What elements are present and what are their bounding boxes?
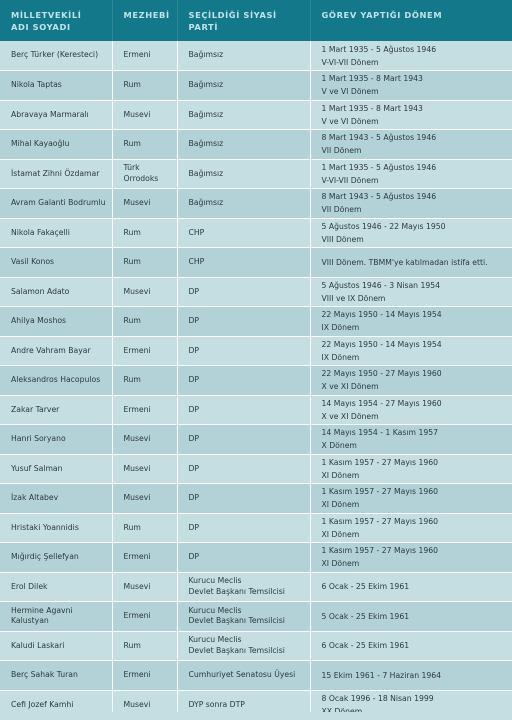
cell-term xyxy=(310,248,512,278)
header-name-line2: ADI SOYADI xyxy=(11,22,71,32)
cell-name: Nikola Taptas xyxy=(0,71,112,101)
table-row xyxy=(0,543,512,573)
term-line: V ve VI Dönem xyxy=(321,87,379,97)
cell-term xyxy=(310,454,512,484)
cell-term xyxy=(310,100,512,130)
party-line: DP xyxy=(188,345,200,355)
term-line: 5 Ağustos 1946 - 22 Mayıs 1950 xyxy=(321,221,446,231)
cell-party xyxy=(177,631,310,661)
cell-term xyxy=(310,543,512,573)
cell-sect: Ermeni xyxy=(112,543,177,573)
term-line: 6 Ocak - 25 Ekim 1961 xyxy=(321,641,410,651)
header-name-line1: MİLLETVEKİLİ xyxy=(11,10,82,20)
cell-name: İstamat Zihni Özdamar xyxy=(0,159,112,189)
party-line: Kurucu Meclis xyxy=(188,576,242,586)
party-line: CHP xyxy=(188,227,205,237)
term-line: 6 Ocak - 25 Ekim 1961 xyxy=(321,582,410,592)
term-line: X ve XI Dönem xyxy=(321,411,379,421)
cell-party xyxy=(177,336,310,366)
cell-party xyxy=(177,100,310,130)
cell-sect: Musevi xyxy=(112,454,177,484)
cell-sect: Ermeni xyxy=(112,336,177,366)
cell-name: Avram Galanti Bodrumlu xyxy=(0,189,112,219)
term-line: VIII Dönem. TBMM'ye katılmadan istifa etti. xyxy=(321,257,488,267)
bottom-strip xyxy=(0,712,512,720)
cell-term xyxy=(310,189,512,219)
cell-sect: Rum xyxy=(112,218,177,248)
party-line: DP xyxy=(188,404,200,414)
party-line: Bağımsız xyxy=(188,198,224,207)
table-row xyxy=(0,189,512,219)
cell-sect: Musevi xyxy=(112,572,177,602)
cell-name: Andre Vahram Bayar xyxy=(0,336,112,366)
party-line: DYP sonra DTP xyxy=(188,699,245,709)
term-line: XI Dönem xyxy=(321,559,360,569)
cell-term xyxy=(310,631,512,661)
cell-sect: Rum xyxy=(112,130,177,160)
party-line: Bağımsız xyxy=(188,109,224,119)
term-line: X Dönem xyxy=(321,441,357,451)
table-row xyxy=(0,218,512,248)
term-line: VIII Dönem xyxy=(321,234,364,244)
cell-party xyxy=(177,425,310,455)
cell-sect: Musevi xyxy=(112,425,177,455)
cell-sect: Musevi xyxy=(112,100,177,130)
cell-name: Hristaki Yoannidis xyxy=(0,513,112,543)
term-line: 1 Mart 1935 - 8 Mart 1943 xyxy=(321,103,423,113)
term-line: 1 Kasım 1957 - 27 Mayıs 1960 xyxy=(321,487,439,497)
party-line: DP xyxy=(188,463,200,473)
party-line: Cumhuriyet Senatosu Üyesi xyxy=(188,670,296,679)
table-row xyxy=(0,277,512,307)
table-row xyxy=(0,513,512,543)
cell-name: Salamon Adato xyxy=(0,277,112,307)
term-line: 1 Kasım 1957 - 27 Mayıs 1960 xyxy=(321,457,439,467)
table-row xyxy=(0,395,512,425)
cell-term xyxy=(310,661,512,691)
cell-term xyxy=(310,366,512,396)
term-line: VII Dönem xyxy=(321,146,362,156)
party-line: DP xyxy=(188,375,200,384)
cell-name: Berç Sahak Turan xyxy=(0,661,112,691)
cell-name: Vasil Konos xyxy=(0,248,112,278)
table-row xyxy=(0,130,512,160)
table-row xyxy=(0,484,512,514)
term-line: XI Dönem xyxy=(321,470,360,480)
cell-name: Aleksandros Hacopulos xyxy=(0,366,112,396)
party-line: CHP xyxy=(188,257,205,266)
table-row xyxy=(0,100,512,130)
cell-sect: Rum xyxy=(112,513,177,543)
cell-sect: Rum xyxy=(112,71,177,101)
term-line: 14 Mayıs 1954 - 1 Kasım 1957 xyxy=(321,428,439,438)
term-line: 1 Mart 1935 - 5 Ağustos 1946 xyxy=(321,44,437,54)
table-row xyxy=(0,159,512,189)
cell-party xyxy=(177,484,310,514)
cell-party xyxy=(177,307,310,337)
header-term: GÖREV YAPTIĞI DÖNEM xyxy=(321,10,443,20)
cell-name: Nikola Fakaçelli xyxy=(0,218,112,248)
table-header xyxy=(0,0,512,41)
cell-party xyxy=(177,661,310,691)
table-row xyxy=(0,307,512,337)
cell-term xyxy=(310,395,512,425)
cell-sect: Rum xyxy=(112,631,177,661)
party-line: Kurucu Meclis xyxy=(188,635,242,645)
term-line: 1 Kasım 1957 - 27 Mayıs 1960 xyxy=(321,546,439,556)
cell-term xyxy=(310,159,512,189)
party-line: Bağımsız xyxy=(188,168,224,178)
cell-sect: Musevi xyxy=(112,277,177,307)
table-body xyxy=(0,41,512,720)
cell-term xyxy=(310,277,512,307)
party-line: Bağımsız xyxy=(188,50,224,60)
cell-party xyxy=(177,41,310,71)
party-line: DP xyxy=(188,434,200,443)
cell-term xyxy=(310,425,512,455)
term-line: X ve XI Dönem xyxy=(321,382,379,392)
party-line: Kurucu Meclis xyxy=(188,605,242,615)
cell-party xyxy=(177,602,310,632)
term-line: V-VI-VII Dönem xyxy=(321,175,379,185)
header-party: SEÇİLDİĞİ SİYASİ PARTİ xyxy=(177,0,310,41)
term-line: 1 Mart 1935 - 8 Mart 1943 xyxy=(321,74,423,84)
cell-party xyxy=(177,71,310,101)
cell-party xyxy=(177,395,310,425)
term-line: 8 Ocak 1996 - 18 Nisan 1999 xyxy=(321,693,434,703)
table-row xyxy=(0,572,512,602)
cell-name: Kaludi Laskari xyxy=(0,631,112,661)
term-line: VII Dönem xyxy=(321,205,362,215)
header-sect: MEZHEBİ xyxy=(112,0,177,41)
cell-term xyxy=(310,130,512,160)
table-row xyxy=(0,336,512,366)
term-line: VIII ve IX Dönem xyxy=(321,293,386,303)
term-line: 8 Mart 1943 - 5 Ağustos 1946 xyxy=(321,192,437,202)
party-line: DP xyxy=(188,552,200,561)
cell-party xyxy=(177,277,310,307)
term-line: 5 Ocak - 25 Ekim 1961 xyxy=(321,611,410,621)
cell-name: Hermine Agavni Kalustyan xyxy=(0,602,112,632)
cell-term xyxy=(310,307,512,337)
party-line: DP xyxy=(188,316,200,325)
cell-term xyxy=(310,572,512,602)
term-line: 15 Ekim 1961 - 7 Haziran 1964 xyxy=(321,670,442,680)
header-row xyxy=(0,0,512,41)
cell-party xyxy=(177,366,310,396)
cell-sect: Rum xyxy=(112,366,177,396)
cell-term xyxy=(310,218,512,248)
cell-party xyxy=(177,543,310,573)
term-line: 22 Mayıs 1950 - 14 Mayıs 1954 xyxy=(321,310,442,320)
cell-term xyxy=(310,513,512,543)
cell-name: Erol Dilek xyxy=(0,572,112,602)
cell-party xyxy=(177,130,310,160)
term-line: 5 Ağustos 1946 - 3 Nisan 1954 xyxy=(321,280,441,290)
cell-term xyxy=(310,602,512,632)
party-line: DP xyxy=(188,286,200,296)
table-row xyxy=(0,602,512,632)
cell-sect: Musevi xyxy=(112,690,177,720)
term-line: IX Dönem xyxy=(321,352,360,362)
cell-sect: Ermeni xyxy=(112,395,177,425)
cell-term xyxy=(310,71,512,101)
table-row xyxy=(0,425,512,455)
cell-name: Cefi Jozef Kamhi xyxy=(0,690,112,720)
cell-name: Ahilya Moshos xyxy=(0,307,112,337)
cell-party xyxy=(177,189,310,219)
cell-sect: Ermeni xyxy=(112,661,177,691)
cell-sect: Ermeni xyxy=(112,41,177,71)
party-line: Devlet Başkanı Temsilcisi xyxy=(188,586,285,596)
term-line: 8 Mart 1943 - 5 Ağustos 1946 xyxy=(321,133,437,143)
table-row xyxy=(0,248,512,278)
cell-sect: Rum xyxy=(112,248,177,278)
term-line: 22 Mayıs 1950 - 27 Mayıs 1960 xyxy=(321,369,442,379)
term-line: 14 Mayıs 1954 - 27 Mayıs 1960 xyxy=(321,398,442,408)
party-line: Bağımsız xyxy=(188,139,224,148)
table-row xyxy=(0,366,512,396)
cell-sect: Türk Orrodoks xyxy=(112,159,177,189)
term-line: IX Dönem xyxy=(321,323,360,333)
cell-sect: Rum xyxy=(112,307,177,337)
cell-name: Mihal Kayaoğlu xyxy=(0,130,112,160)
cell-term xyxy=(310,41,512,71)
cell-term xyxy=(310,336,512,366)
cell-party xyxy=(177,454,310,484)
header-name xyxy=(0,0,112,41)
cell-party xyxy=(177,572,310,602)
term-line: 1 Kasım 1957 - 27 Mayıs 1960 xyxy=(321,516,439,526)
term-line: XI Dönem xyxy=(321,529,360,539)
table-row xyxy=(0,41,512,71)
party-line: Devlet Başkanı Temsilcisi xyxy=(188,645,285,655)
cell-sect: Ermeni xyxy=(112,602,177,632)
term-line: 22 Mayıs 1950 - 14 Mayıs 1954 xyxy=(321,339,442,349)
table-row xyxy=(0,631,512,661)
cell-name: İzak Altabev xyxy=(0,484,112,514)
party-line: Bağımsız xyxy=(188,80,224,89)
cell-party xyxy=(177,159,310,189)
table-row xyxy=(0,454,512,484)
party-line: DP xyxy=(188,493,200,502)
term-line: V ve VI Dönem xyxy=(321,116,379,126)
cell-term xyxy=(310,484,512,514)
term-line: 1 Mart 1935 - 5 Ağustos 1946 xyxy=(321,162,437,172)
party-line: Devlet Başkanı Temsilcisi xyxy=(188,616,285,626)
party-line: DP xyxy=(188,522,200,532)
cell-party xyxy=(177,218,310,248)
cell-party xyxy=(177,513,310,543)
cell-name: Zakar Tarver xyxy=(0,395,112,425)
cell-name: Abravaya Marmaralı xyxy=(0,100,112,130)
table-row xyxy=(0,661,512,691)
cell-party xyxy=(177,248,310,278)
cell-name: Mığırdiç Şellefyan xyxy=(0,543,112,573)
term-line: V-VI-VII Dönem xyxy=(321,57,379,67)
cell-name: Yusuf Salman xyxy=(0,454,112,484)
table-row xyxy=(0,71,512,101)
term-line: XI Dönem xyxy=(321,500,360,510)
cell-name: Berç Türker (Keresteci) xyxy=(0,41,112,71)
cell-sect: Musevi xyxy=(112,189,177,219)
cell-sect: Musevi xyxy=(112,484,177,514)
cell-name: Hanri Soryano xyxy=(0,425,112,455)
